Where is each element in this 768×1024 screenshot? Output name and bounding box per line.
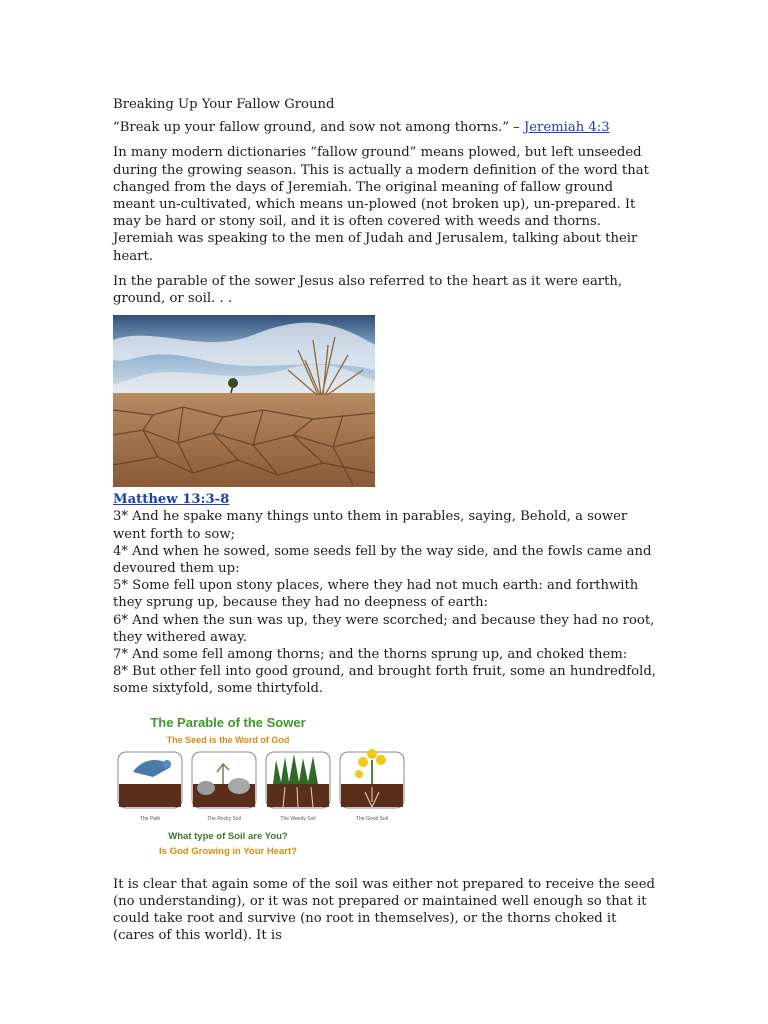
label-good: The Good Soil [356,815,388,822]
label-rocky: The Rocky Soil [207,815,241,822]
verse-line: 8* But other fell into good ground, and brought forth fruit, some an hundredfold, some sixtyfold, some thirtyfold. [113,664,656,697]
verse-line: 7* And some fell among thorns; and the thorns sprung up, and choked them: [113,647,628,663]
matthew-link[interactable]: Matthew 13:3-8 [113,492,230,508]
label-path: The Path [139,815,161,822]
dry-cracked-ground-photo [113,315,375,487]
graphic-question: What type of Soil are You? [168,830,288,842]
graphic-tagline: Is God Growing in Your Heart? [159,845,297,857]
document-title: Breaking Up Your Fallow Ground [113,97,335,112]
panel-weedy [266,752,330,808]
label-weedy: The Weedy Soil [280,815,316,822]
document-page [113,96,658,952]
scripture-quote [113,119,658,136]
panel-good [340,749,404,808]
graphic-subtitle: The Seed is the Word of God [166,734,290,745]
paragraph-fallow-ground: In many modern dictionaries “fallow ground” means plowed, but left unseeded during the growing season. This is actually a modern definition of the word that changed from the days of Jeremiah. The original meaning of fallow ground meant un-cultivated, which means un-plowed (not broken up), un-prepared. It may be hard or stony soil, and it is often covered with weeds and thorns. Jeremiah was speaking to the men of Judah and Jerusalem, talking about their heart. [113,145,649,264]
panel-rocky [192,752,256,808]
quote-text: “Break up your fallow ground, and sow not among thorns.” – [113,120,524,136]
verse-line: 3* And he spake many things unto them in parables, saying, Behold, a sower went forth to sow; [113,509,628,542]
jeremiah-link[interactable]: Jeremiah 4:3 [523,120,610,136]
verse-line: 5* Some fell upon stony places, where they had not much earth: and forthwith they sprung up, because they had no deepness of earth: [113,578,639,611]
verse-list [113,508,658,697]
parable-of-sower-graphic [113,712,413,862]
paragraph-parable-intro: In the parable of the sower Jesus also referred to the heart as it were earth, ground, or soil. . . [113,273,623,307]
panel-path [118,752,182,808]
verse-line: 6* And when the sun was up, they were scorched; and because they had no root, they withered away. [113,612,655,645]
graphic-title: The Parable of the Sower [150,714,306,730]
verse-line: 4* And when he sowed, some seeds fell by the way side, and the fowls came and devoured them up: [113,543,652,577]
paragraph-conclusion: It is clear that again some of the soil was either not prepared to receive the seed (no understanding), or it was not prepared or maintained well enough so that it could take root and survive (no root in themselves), or the thorns choked it (cares of this world). It is [113,876,655,944]
